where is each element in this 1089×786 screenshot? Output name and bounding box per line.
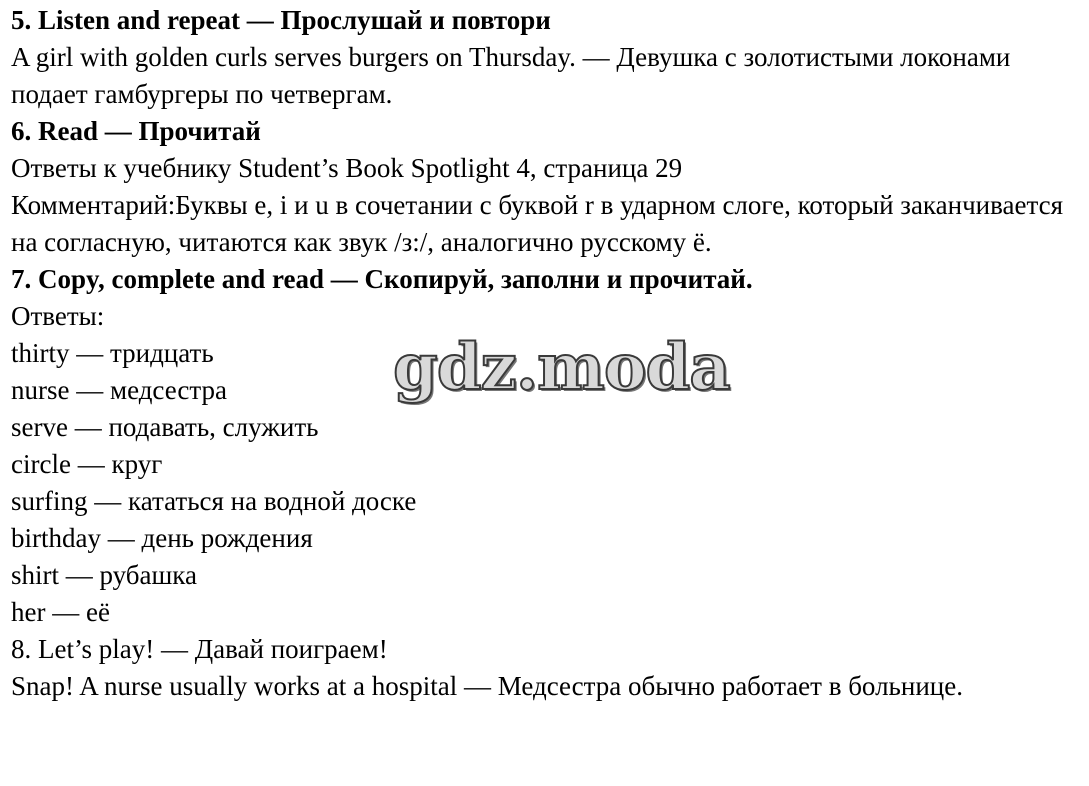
section-6-heading: 6. Read — Прочитай <box>11 116 261 146</box>
list-item: shirt — рубашка <box>11 560 197 590</box>
section-5-heading: 5. Listen and repeat — Прослушай и повтори <box>11 5 551 35</box>
section-7-answers-label: Ответы: <box>11 301 105 331</box>
watermark: gdz.moda <box>393 330 730 405</box>
section-8-text: Snap! A nurse usually works at a hospital — Медсестра обычно работает в больнице. <box>11 671 963 701</box>
section-6-answers-line: Ответы к учебнику Student’s Book Spotlight 4, страница 29 <box>11 153 683 183</box>
list-item: thirty — тридцать <box>11 338 214 368</box>
list-item: circle — круг <box>11 449 163 479</box>
list-item: birthday — день рождения <box>11 523 313 553</box>
section-7-heading: 7. Copy, complete and read — Скопируй, заполни и прочитай. <box>11 264 753 294</box>
section-8-heading: 8. Let’s play! — Давай поиграем! <box>11 634 388 664</box>
section-6-comment: Комментарий:Буквы e, i и u в сочетании с буквой r в ударном слоге, который заканчивается на согласную, читаются как звук /з:/, аналогично русскому ё. <box>11 190 1063 257</box>
list-item: surfing — кататься на водной доске <box>11 486 417 516</box>
list-item: serve — подавать, служить <box>11 412 319 442</box>
list-item: her — её <box>11 597 110 627</box>
list-item: nurse — медсестра <box>11 375 227 405</box>
section-5-text: A girl with golden curls serves burgers on Thursday. — Девушка с золотистыми локонами подает гамбургеры по четвергам. <box>11 42 1011 109</box>
